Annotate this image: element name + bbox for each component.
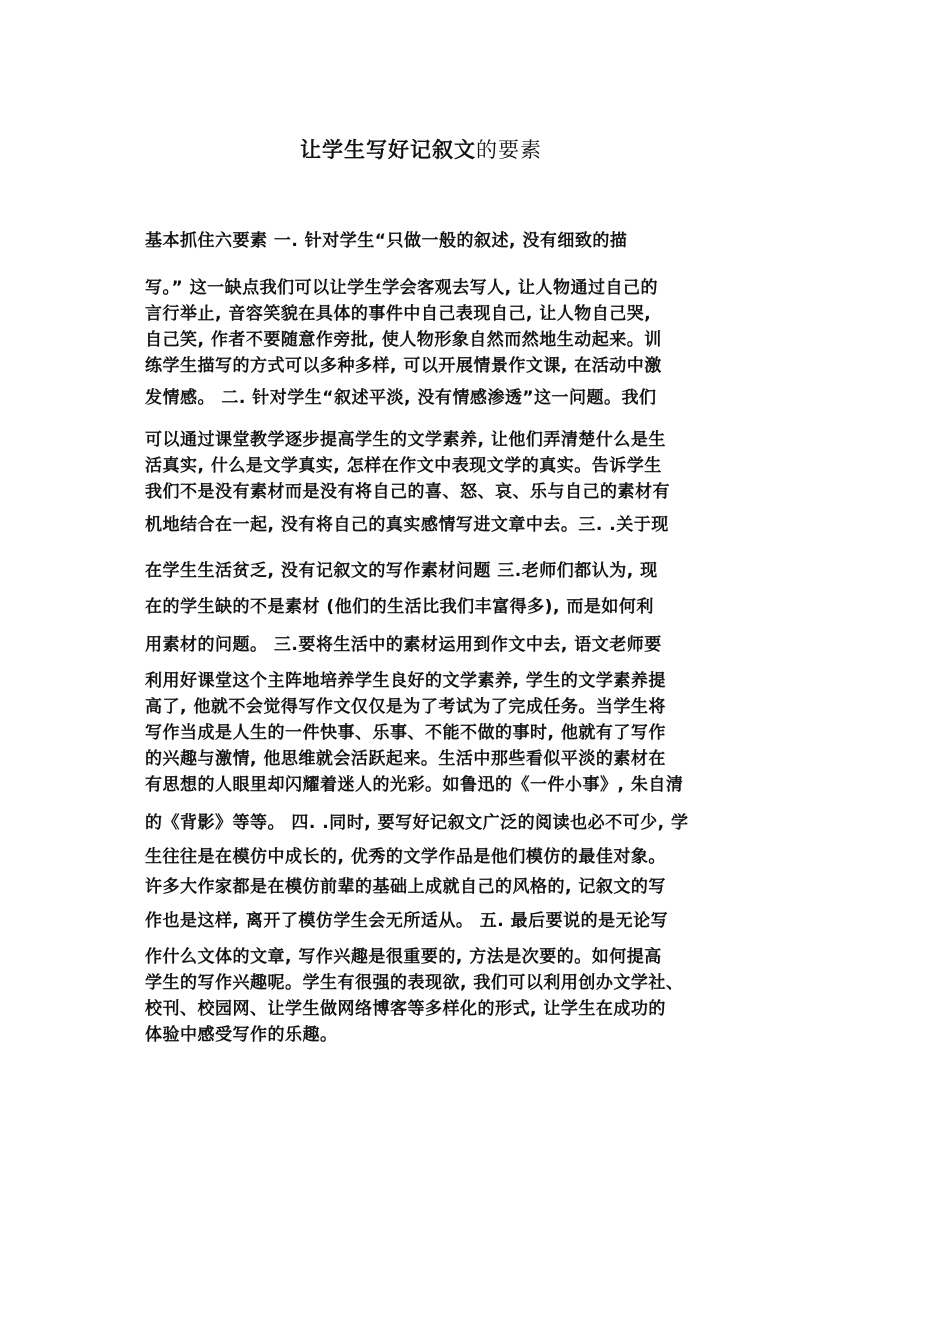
body-line: 有思想的人眼里却闪耀着迷人的光彩。如鲁迅的《一件小事》, 朱自清 [145, 775, 684, 795]
body-line: 自己笑, 作者不要随意作旁批, 使人物形象自然而然地生动起来。训 [145, 330, 662, 350]
body-line: 写。” 这一缺点我们可以让学生学会客观去写人, 让人物通过自己的 [145, 278, 658, 298]
body-line: 我们不是没有素材而是没有将自己的喜、怒、哀、乐与自己的素材有 [145, 482, 670, 502]
body-line: 言行举止, 音容笑貌在具体的事件中自己表现自己, 让人物自己哭, [145, 304, 652, 324]
body-line: 活真实, 什么是文学真实, 怎样在作文中表现文学的真实。告诉学生 [145, 456, 662, 476]
body-line: 许多大作家都是在模仿前辈的基础上成就自己的风格的, 记叙文的写 [145, 877, 666, 897]
body-line: 可以通过课堂教学逐步提高学生的文学素养, 让他们弄清楚什么是生 [145, 430, 666, 450]
title-suffix: 的要素 [476, 138, 542, 163]
body-line: 利用好课堂这个主阵地培养学生良好的文学素养, 学生的文学素养提 [145, 671, 666, 691]
body-line: 基本抓住六要素 一. 针对学生“只做一般的叙述, 没有细致的描 [145, 231, 628, 251]
body-line: 作什么文体的文章, 写作兴趣是很重要的, 方法是次要的。如何提高 [145, 947, 662, 967]
body-line: 的兴趣与激情, 他思维就会活跃起来。生活中那些看似平淡的素材在 [145, 749, 666, 769]
body-line: 作也是这样, 离开了模仿学生会无所适从。 五. 最后要说的是无论写 [145, 911, 669, 931]
body-line: 机地结合在一起, 没有将自己的真实感情写进文章中去。三. .关于现 [145, 515, 669, 535]
body-line: 在的学生缺的不是素材 (他们的生活比我们丰富得多), 而是如何利 [145, 597, 654, 617]
body-line: 用素材的问题。 三.要将生活中的素材运用到作文中去, 语文老师要 [145, 635, 662, 655]
body-line: 校刊、校园网、让学生做网络博客等多样化的形式, 让学生在成功的 [145, 999, 666, 1019]
title-main: 让学生写好记叙文 [300, 138, 476, 163]
body-line: 体验中感受写作的乐趣。 [145, 1025, 338, 1045]
body-line: 的《背影》等等。 四. .同时, 要写好记叙文广泛的阅读也必不可少, 学 [145, 813, 689, 833]
body-line: 在学生生活贫乏, 没有记叙文的写作素材问题 三.老师们都认为, 现 [145, 561, 658, 581]
body-line: 高了, 他就不会觉得写作文仅仅是为了考试为了完成任务。当学生将 [145, 697, 666, 717]
body-line: 学生的写作兴趣呢。学生有很强的表现欲, 我们可以利用创办文学社、 [145, 973, 684, 993]
body-line: 写作当成是人生的一件快事、乐事、不能不做的事时, 他就有了写作 [145, 723, 666, 743]
body-line: 发情感。 二. 针对学生“叙述平淡, 没有情感渗透”这一问题。我们 [145, 388, 657, 408]
page-title [300, 134, 720, 164]
body-line: 练学生描写的方式可以多种多样, 可以开展情景作文课, 在活动中激 [145, 356, 662, 376]
body-line: 生往往是在模仿中成长的, 优秀的文学作品是他们模仿的最佳对象。 [145, 847, 666, 867]
